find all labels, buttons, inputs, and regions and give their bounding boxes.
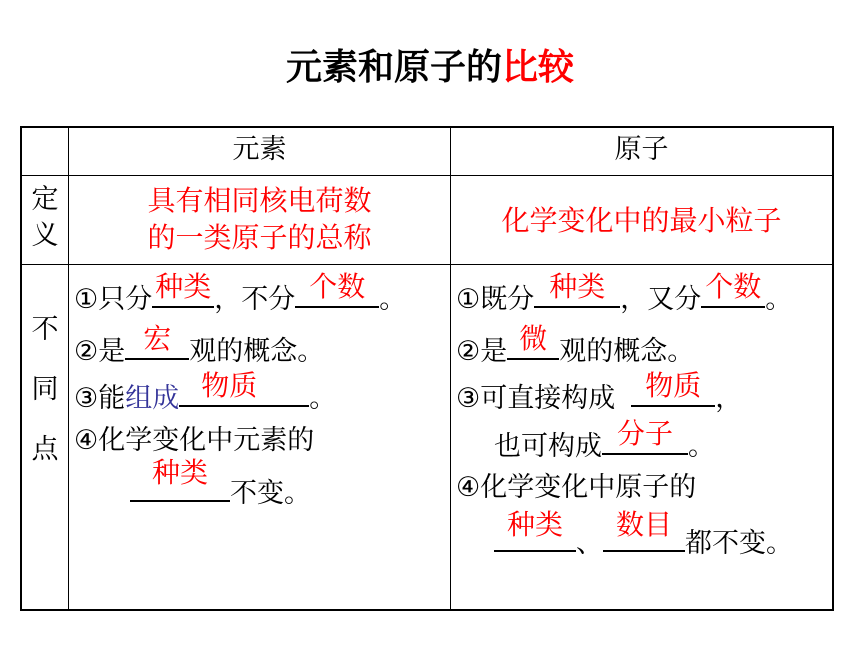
title-main: 元素和原子的 xyxy=(285,47,502,88)
element-diff-line-2: ②是 宏 观的概念。 xyxy=(74,322,325,367)
atom-diff-line-4: 也可构成 分子 。 xyxy=(494,417,715,462)
answer-blank: 宏 xyxy=(125,328,189,360)
table-border-top xyxy=(20,126,834,128)
answer-blank: 种类 xyxy=(130,470,230,502)
element-diff-line-5: 种类 不变。 xyxy=(130,470,311,512)
answer-blank: 数目 xyxy=(603,520,685,552)
atom-diff-line-5: ④化学变化中原子的 xyxy=(456,472,697,503)
row-label-difference: 不 同 点 xyxy=(31,314,59,465)
table-border-right xyxy=(832,126,834,611)
title-highlight: 比较 xyxy=(502,47,575,88)
answer-blank: 分子 xyxy=(602,423,688,455)
table-col-divider-2 xyxy=(450,126,451,611)
atom-diff-line-2: ②是 微 观的概念。 xyxy=(456,322,695,367)
answer-blank: 个数 xyxy=(701,276,765,308)
element-diff-line-3: ③能组成 物质 。 xyxy=(74,369,337,414)
atom-diff-line-3: ③可直接构成 物质 ， xyxy=(456,369,743,414)
element-diff-line-4: ④化学变化中元素的 xyxy=(74,425,315,456)
table-row-divider-2 xyxy=(20,264,834,265)
answer-blank: 种类 xyxy=(534,276,620,308)
answer-blank: 物质 xyxy=(179,375,309,407)
atom-diff-line-6: 种类 、 数目 都不变。 xyxy=(494,520,793,562)
atom-diff-line-1: ①既分 种类 ，又分 个数 。 xyxy=(456,270,793,315)
element-definition: 具有相同核电荷数 的一类原子的总称 xyxy=(147,184,372,254)
row-label-definition: 定 义 xyxy=(31,184,59,251)
answer-blank: 种类 xyxy=(152,276,214,308)
header-atom: 原子 xyxy=(614,134,669,165)
table-border-bottom xyxy=(20,609,834,611)
table-row-divider-1 xyxy=(20,175,834,176)
atom-definition: 化学变化中的最小粒子 xyxy=(501,204,782,237)
element-diff-line-1: ①只分 种类 ，不分 个数 。 xyxy=(74,270,407,315)
answer-blank: 微 xyxy=(507,328,559,360)
answer-blank: 种类 xyxy=(494,520,576,552)
header-element: 元素 xyxy=(232,134,287,165)
comparison-table xyxy=(20,126,834,611)
answer-blank: 物质 xyxy=(631,375,715,407)
page-title xyxy=(0,44,860,92)
answer-blank: 个数 xyxy=(295,276,379,308)
